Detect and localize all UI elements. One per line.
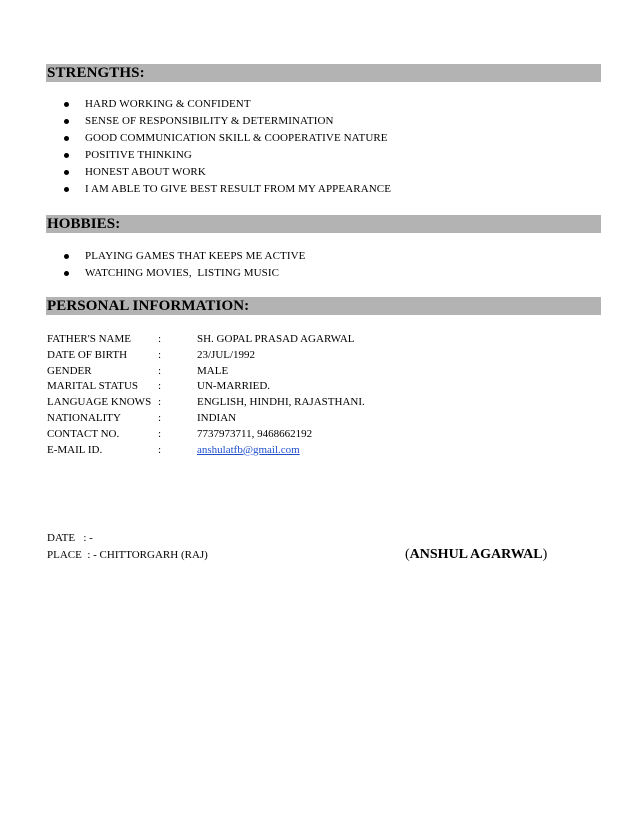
bullet-icon xyxy=(64,187,69,192)
table-row xyxy=(47,363,447,379)
strengths-list xyxy=(0,96,391,198)
info-label: MARITAL STATUS xyxy=(47,380,139,393)
date-line: DATE : - xyxy=(47,532,93,544)
info-value: MALE xyxy=(197,364,229,377)
info-separator: : xyxy=(158,380,162,393)
table-row xyxy=(47,378,447,394)
hobbies-section-bar xyxy=(46,215,601,233)
list-item: PLAYING GAMES THAT KEEPS ME ACTIVE xyxy=(0,248,305,265)
info-label: E-MAIL ID. xyxy=(47,443,103,456)
info-separator: : xyxy=(158,427,162,440)
list-item: GOOD COMMUNICATION SKILL & COOPERATIVE NATURE xyxy=(0,130,391,147)
strengths-heading: STRENGTHS: xyxy=(47,65,145,81)
bullet-icon xyxy=(64,136,69,141)
info-value: UN-MARRIED. xyxy=(197,380,271,393)
bullet-icon xyxy=(64,271,69,276)
table-row xyxy=(47,331,447,347)
personal-heading: PERSONAL INFORMATION: xyxy=(47,298,250,314)
info-separator: : xyxy=(158,333,162,345)
list-item: POSITIVE THINKING xyxy=(0,147,391,164)
info-label: DATE OF BIRTH xyxy=(47,348,128,361)
bullet-icon xyxy=(64,102,69,107)
list-item: HARD WORKING & CONFIDENT xyxy=(0,96,391,113)
list-item: I AM ABLE TO GIVE BEST RESULT FROM MY APPEARANCE xyxy=(0,181,391,198)
table-row xyxy=(47,394,447,410)
table-row xyxy=(47,426,447,442)
info-label: GENDER xyxy=(47,364,92,377)
info-separator: : xyxy=(158,443,162,456)
bullet-icon xyxy=(64,153,69,158)
info-label: NATIONALITY xyxy=(47,411,121,424)
info-separator: : xyxy=(158,411,162,424)
hobbies-list xyxy=(0,248,305,282)
place-line: PLACE : - CHITTORGARH (RAJ) xyxy=(47,549,208,561)
info-value: ENGLISH, HINDHI, RAJASTHANI. xyxy=(197,396,365,409)
list-item: HONEST ABOUT WORK xyxy=(0,164,391,181)
table-row xyxy=(47,410,447,426)
bullet-icon xyxy=(64,119,69,124)
list-item: WATCHING MOVIES, LISTING MUSIC xyxy=(0,265,305,282)
info-separator: : xyxy=(158,396,162,409)
info-value: INDIAN xyxy=(197,411,237,424)
info-label: LANGUAGE KNOWS xyxy=(47,396,152,409)
email-link[interactable]: anshulatfb@gmail.com xyxy=(197,443,300,456)
bullet-icon xyxy=(64,170,69,175)
table-row xyxy=(47,442,447,458)
info-label: FATHER'S NAME xyxy=(47,333,131,345)
signature-name: ANSHUL AGARWAL xyxy=(409,547,543,562)
info-separator: : xyxy=(158,364,162,377)
table-row xyxy=(47,347,447,363)
info-value: 7737973711, 9468662192 xyxy=(197,427,313,440)
info-value: SH. GOPAL PRASAD AGARWAL xyxy=(197,333,355,345)
signature-close-paren: ) xyxy=(542,547,548,562)
signature xyxy=(405,547,547,563)
info-separator: : xyxy=(158,348,162,361)
info-label: CONTACT NO. xyxy=(47,427,120,440)
list-item: SENSE OF RESPONSIBILITY & DETERMINATION xyxy=(0,113,391,130)
info-value: 23/JUL/1992 xyxy=(197,348,256,361)
signature-open-paren: ( xyxy=(405,547,410,562)
personal-info-table xyxy=(47,331,447,457)
bullet-icon xyxy=(64,254,69,259)
hobbies-heading: HOBBIES: xyxy=(47,216,121,232)
